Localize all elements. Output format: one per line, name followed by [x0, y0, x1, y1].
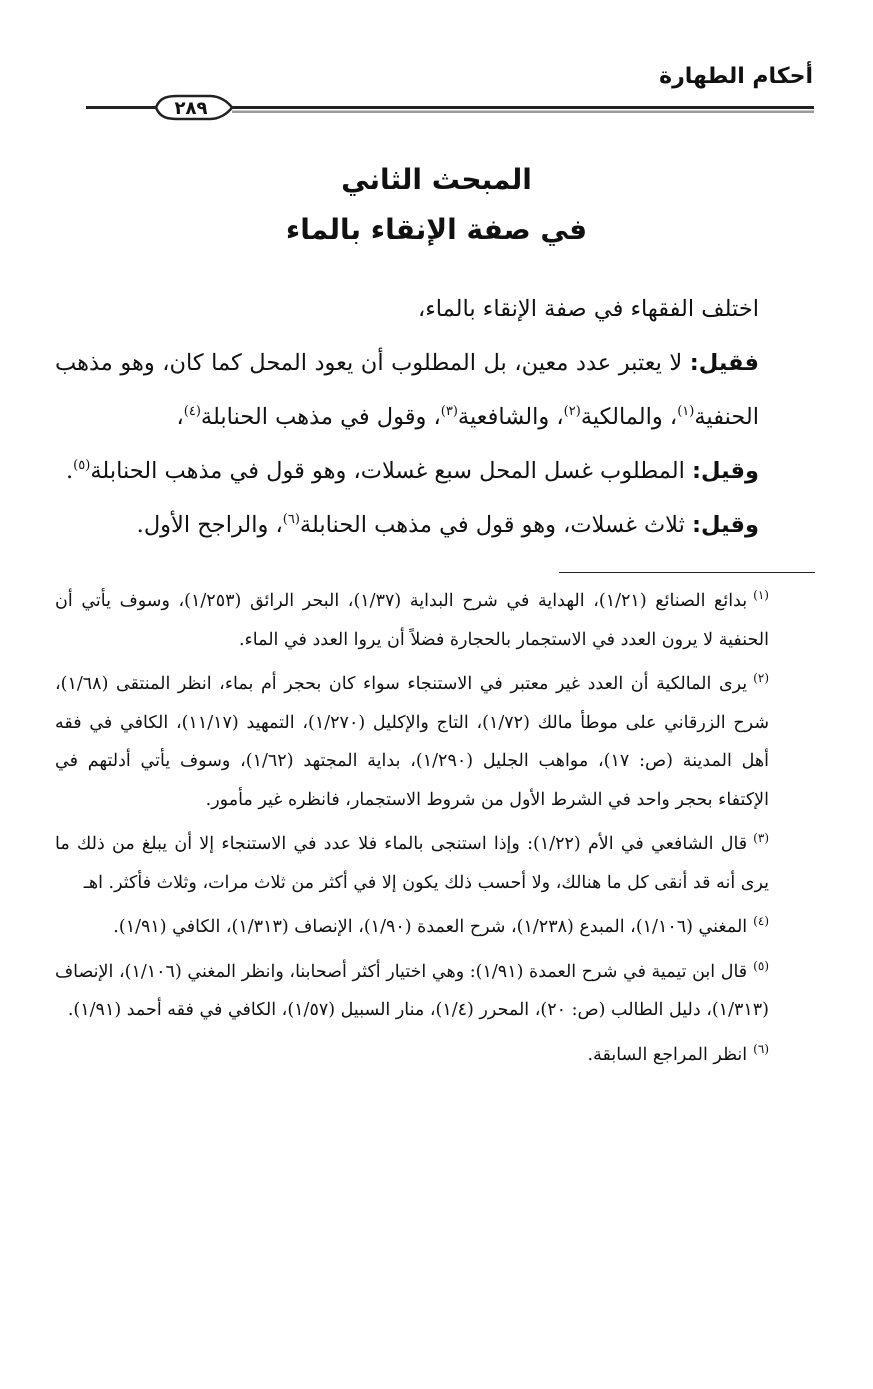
page-number: ٢٨٩ — [174, 98, 208, 119]
intro-paragraph: اختلف الفقهاء في صفة الإنقاء بالماء، — [417, 296, 759, 322]
opinion-text: . — [66, 458, 74, 484]
opinion-keyword: فقيل: — [689, 350, 759, 376]
footnote-ref[interactable]: (٦) — [282, 512, 300, 527]
footnote-ref[interactable]: (١) — [677, 404, 695, 419]
footnote-number: (٣) — [753, 831, 769, 845]
opinion-text: ، والراجح الأول. — [136, 512, 283, 538]
footnote-1 — [55, 582, 815, 659]
footnote-ref[interactable]: (٢) — [563, 404, 581, 419]
opinion-text: ، والمالكية — [580, 404, 678, 430]
footnote-2 — [55, 665, 815, 819]
footnote-5 — [55, 953, 815, 1030]
footnote-ref[interactable]: (٣) — [440, 404, 458, 419]
footnote-text: المغني (١/١٠٦)، المبدع (١/٢٣٨)، شرح العمدة (١/٩٠)، الإنصاف (١/٣١٣)، الكافي (١/٩١). — [113, 917, 748, 937]
footnote-number: (٤) — [753, 914, 769, 928]
footnote-text: قال الشافعي في الأم (١/٢٢): وإذا استنجى بالماء فلا عدد في الاستنجاء إلا أن يبلغ من ذلك ما يرى أنه قد أنقى كل ما هنالك، ولا أحسب ذلك يكون إلا في أكثر من ثلاث مرات، وثلاث فأكثر. اهـ — [55, 834, 769, 893]
opinion-text: ، وقول في مذهب الحنابلة — [200, 404, 441, 430]
footnote-6 — [55, 1036, 815, 1075]
section-subtitle: في صفة الإنقاء بالماء — [285, 213, 588, 246]
opinion-paragraph-3 — [55, 498, 815, 552]
footnote-3 — [55, 825, 815, 902]
opinion-paragraph-2 — [55, 444, 815, 498]
footnote-ref[interactable]: (٥) — [73, 458, 91, 473]
section-title: المبحث الثاني — [341, 163, 532, 196]
footnote-4 — [55, 908, 815, 947]
main-text — [55, 282, 815, 552]
footnotes — [55, 582, 815, 1080]
footnote-number: (٥) — [753, 958, 769, 973]
footnote-ref[interactable]: (٤) — [183, 404, 201, 419]
footnote-number: (٢) — [753, 671, 769, 685]
opinion-keyword: وقيل: — [692, 458, 759, 484]
footnote-separator — [559, 572, 815, 573]
footnote-number: (١) — [753, 588, 769, 602]
opinion-keyword: وقيل: — [692, 512, 759, 538]
running-header-title: أحكام الطهارة — [659, 64, 813, 89]
footnote-number: (٦) — [753, 1041, 769, 1056]
opinion-text: ، والشافعية — [457, 404, 564, 430]
footnote-text: قال ابن تيمية في شرح العمدة (١/٩١): وهي اختيار أكثر أصحابنا، وانظر المغني (١/١٠٦)، الإنصاف (١/٣١٣)، دليل الطالب (ص: ٢٠)، المحرر (١/٤)، منار السبيل (١/٥٧)، الكافي في فقه أحمد (١/٩١). — [55, 961, 769, 1020]
opinion-text: ثلاث غسلات، وهو قول في مذهب الحنابلة — [299, 512, 693, 538]
opinion-text: ، — [176, 404, 184, 430]
opinion-text: لا يعتبر عدد معين، بل المطلوب أن يعود المحل كما كان، وهو مذهب الحنفية — [55, 350, 759, 430]
footnote-text: انظر المراجع السابقة. — [587, 1044, 748, 1065]
footnote-text: يرى المالكية أن العدد غير معتبر في الاستنجاء سواء كان بحجر أم بماء، انظر المنتقى (١/٦٨)، شرح الزرقاني على موطأ مالك (١/٧٢)، التاج والإكليل (١/٢٧٠)، التمهيد (١١/١٧)، الكافي في فقه أهل المدينة (ص: ١٧)، مواهب الجليل (١/٢٩٠)، بداية المجتهد (١/٦٢)، وسوف يأتي أدلتهم في الإكتفاء بحجر واحد في الشرط الأول من شروط الاستجمار، فانظره غير مأمور. — [55, 674, 770, 810]
opinion-text: المطلوب غسل المحل سبع غسلات، وهو قول في مذهب الحنابلة — [90, 458, 693, 484]
footnote-text: بدائع الصنائع (١/٢١)، الهداية في شرح البداية (١/٣٧)، البحر الرائق (١/٢٥٣)، وسوف يأتي أن الحنفية لا يرون العدد في الاستجمار بالحجارة فضلاً أن يروا العدد في الماء. — [55, 591, 769, 650]
opinion-paragraph-1 — [55, 336, 815, 444]
